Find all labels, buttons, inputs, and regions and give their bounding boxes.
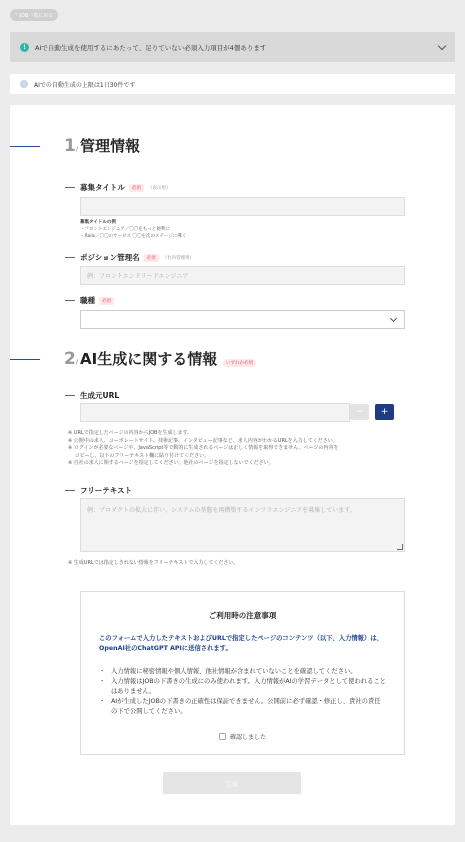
alert-icon: ! <box>20 43 29 52</box>
field-marker <box>65 257 75 258</box>
list-item: ・ 入力情報に秘密情報や個人情報、他社情報が含まれていないことを確認してください。 <box>99 667 386 677</box>
list-item: ・ 入力情報はJOBの下書きの生成にのみ使われます。入力情報がAIの学習データとして使われることはありません。 <box>99 677 386 697</box>
chevron-left-icon: ‹ <box>15 11 18 18</box>
recruit-title-label: 募集タイトル 必須 （表示用） <box>80 183 171 192</box>
required-badge: 必須 <box>129 184 144 192</box>
section2-heading: 2 / AI生成に関する情報 <box>64 349 218 369</box>
section2-title: AI生成に関する情報 <box>80 350 218 368</box>
add-url-button[interactable]: + <box>375 404 394 420</box>
field-marker <box>65 187 75 188</box>
alert-text: AIで自動生成を使用するにあたって、足りていない必須入力項目が4個あります <box>35 43 267 52</box>
usage-notice <box>80 591 405 755</box>
resize-handle[interactable] <box>397 544 403 550</box>
required-badge: 必須 <box>144 254 159 262</box>
notice-lead: このフォームで入力したテキストおよびURLで指定したページのコンテンツ（以下、入力情報）は、OpenAI社のChatGPT APIに送信されます。 <box>99 635 383 652</box>
list-item: ・ AIが生成したJOBの下書きの正確性は保証できません。公開前に必ず確認・修正し、貴社の責任の下で公開してください。 <box>99 697 386 717</box>
section-divider <box>10 146 40 147</box>
generate-button[interactable]: 生成 <box>163 772 301 794</box>
confirm-label: 確認しました <box>229 734 266 741</box>
free-text-label: フリーテキスト <box>80 486 133 495</box>
required-badge: 必須 <box>99 297 114 305</box>
confirm-checkbox-row[interactable] <box>81 732 404 741</box>
field-marker <box>65 300 75 301</box>
field-marker <box>65 395 75 396</box>
either-required-badge: いずれか必須 <box>223 359 256 367</box>
missing-fields-alert[interactable] <box>10 32 455 62</box>
recruit-title-input[interactable] <box>80 197 405 216</box>
position-name-label: ポジション管理名 必須 （社内管理用） <box>80 253 195 262</box>
chevron-down-icon <box>390 315 397 322</box>
free-text-note: ※ 生成URLでは指定しきれない情報をフリーテキストで入力してください。 <box>68 560 239 566</box>
job-type-label: 職種 必須 <box>80 295 114 306</box>
position-name-input[interactable]: 例：フロントエンドリードエンジニア <box>80 266 405 285</box>
info-icon: i <box>20 80 28 88</box>
form-card <box>10 105 455 825</box>
notice-list <box>99 667 386 717</box>
remove-url-button[interactable]: − <box>350 404 369 420</box>
confirm-checkbox[interactable] <box>219 733 226 740</box>
free-text-textarea[interactable]: 例：プロダクトの拡大に伴い、システムの基盤を再構築するインフラエンジニアを募集しています。 <box>80 498 405 552</box>
back-to-job-list-button[interactable] <box>10 9 58 21</box>
limit-text: AIでの自動生成の上限は1日30件です <box>34 81 136 89</box>
daily-limit-info <box>10 74 455 94</box>
source-url-label: 生成元URL <box>80 391 120 400</box>
title-examples: 募集タイトルの例 ・フロントエンジニア／〇〇をもっと便利に ・Rails／〇〇のサービス 〇〇を次のステージに導く <box>80 220 187 239</box>
source-url-input[interactable] <box>80 403 350 422</box>
chevron-down-icon[interactable] <box>438 41 446 49</box>
notice-title: ご利用時の注意事項 <box>208 611 277 620</box>
back-button-label: JOB一覧に戻る <box>19 12 54 19</box>
url-notes: ※ URLで指定したページの内容からJOBを生成します。 ※ 公開中の求人、コーポレートサイト、技術記事、インタビュー記事など、求人内容がわかるURLを入力してください。 ※ ログインが必要なページや、JavaScript等で動的に生成されるページは正しく情報を取得できません。ページの内容を コピーし、以下のフリーテキスト欄に貼り付けてください。 ※ 自社の求人に関するページを指定してください。他社のページを指定しないでください。 <box>68 430 339 466</box>
section-divider <box>10 359 40 360</box>
section1-heading: 1 / 管理情報 <box>64 136 141 156</box>
section1-title: 管理情報 <box>80 137 141 155</box>
job-type-select[interactable] <box>80 310 405 329</box>
field-marker <box>65 490 75 491</box>
